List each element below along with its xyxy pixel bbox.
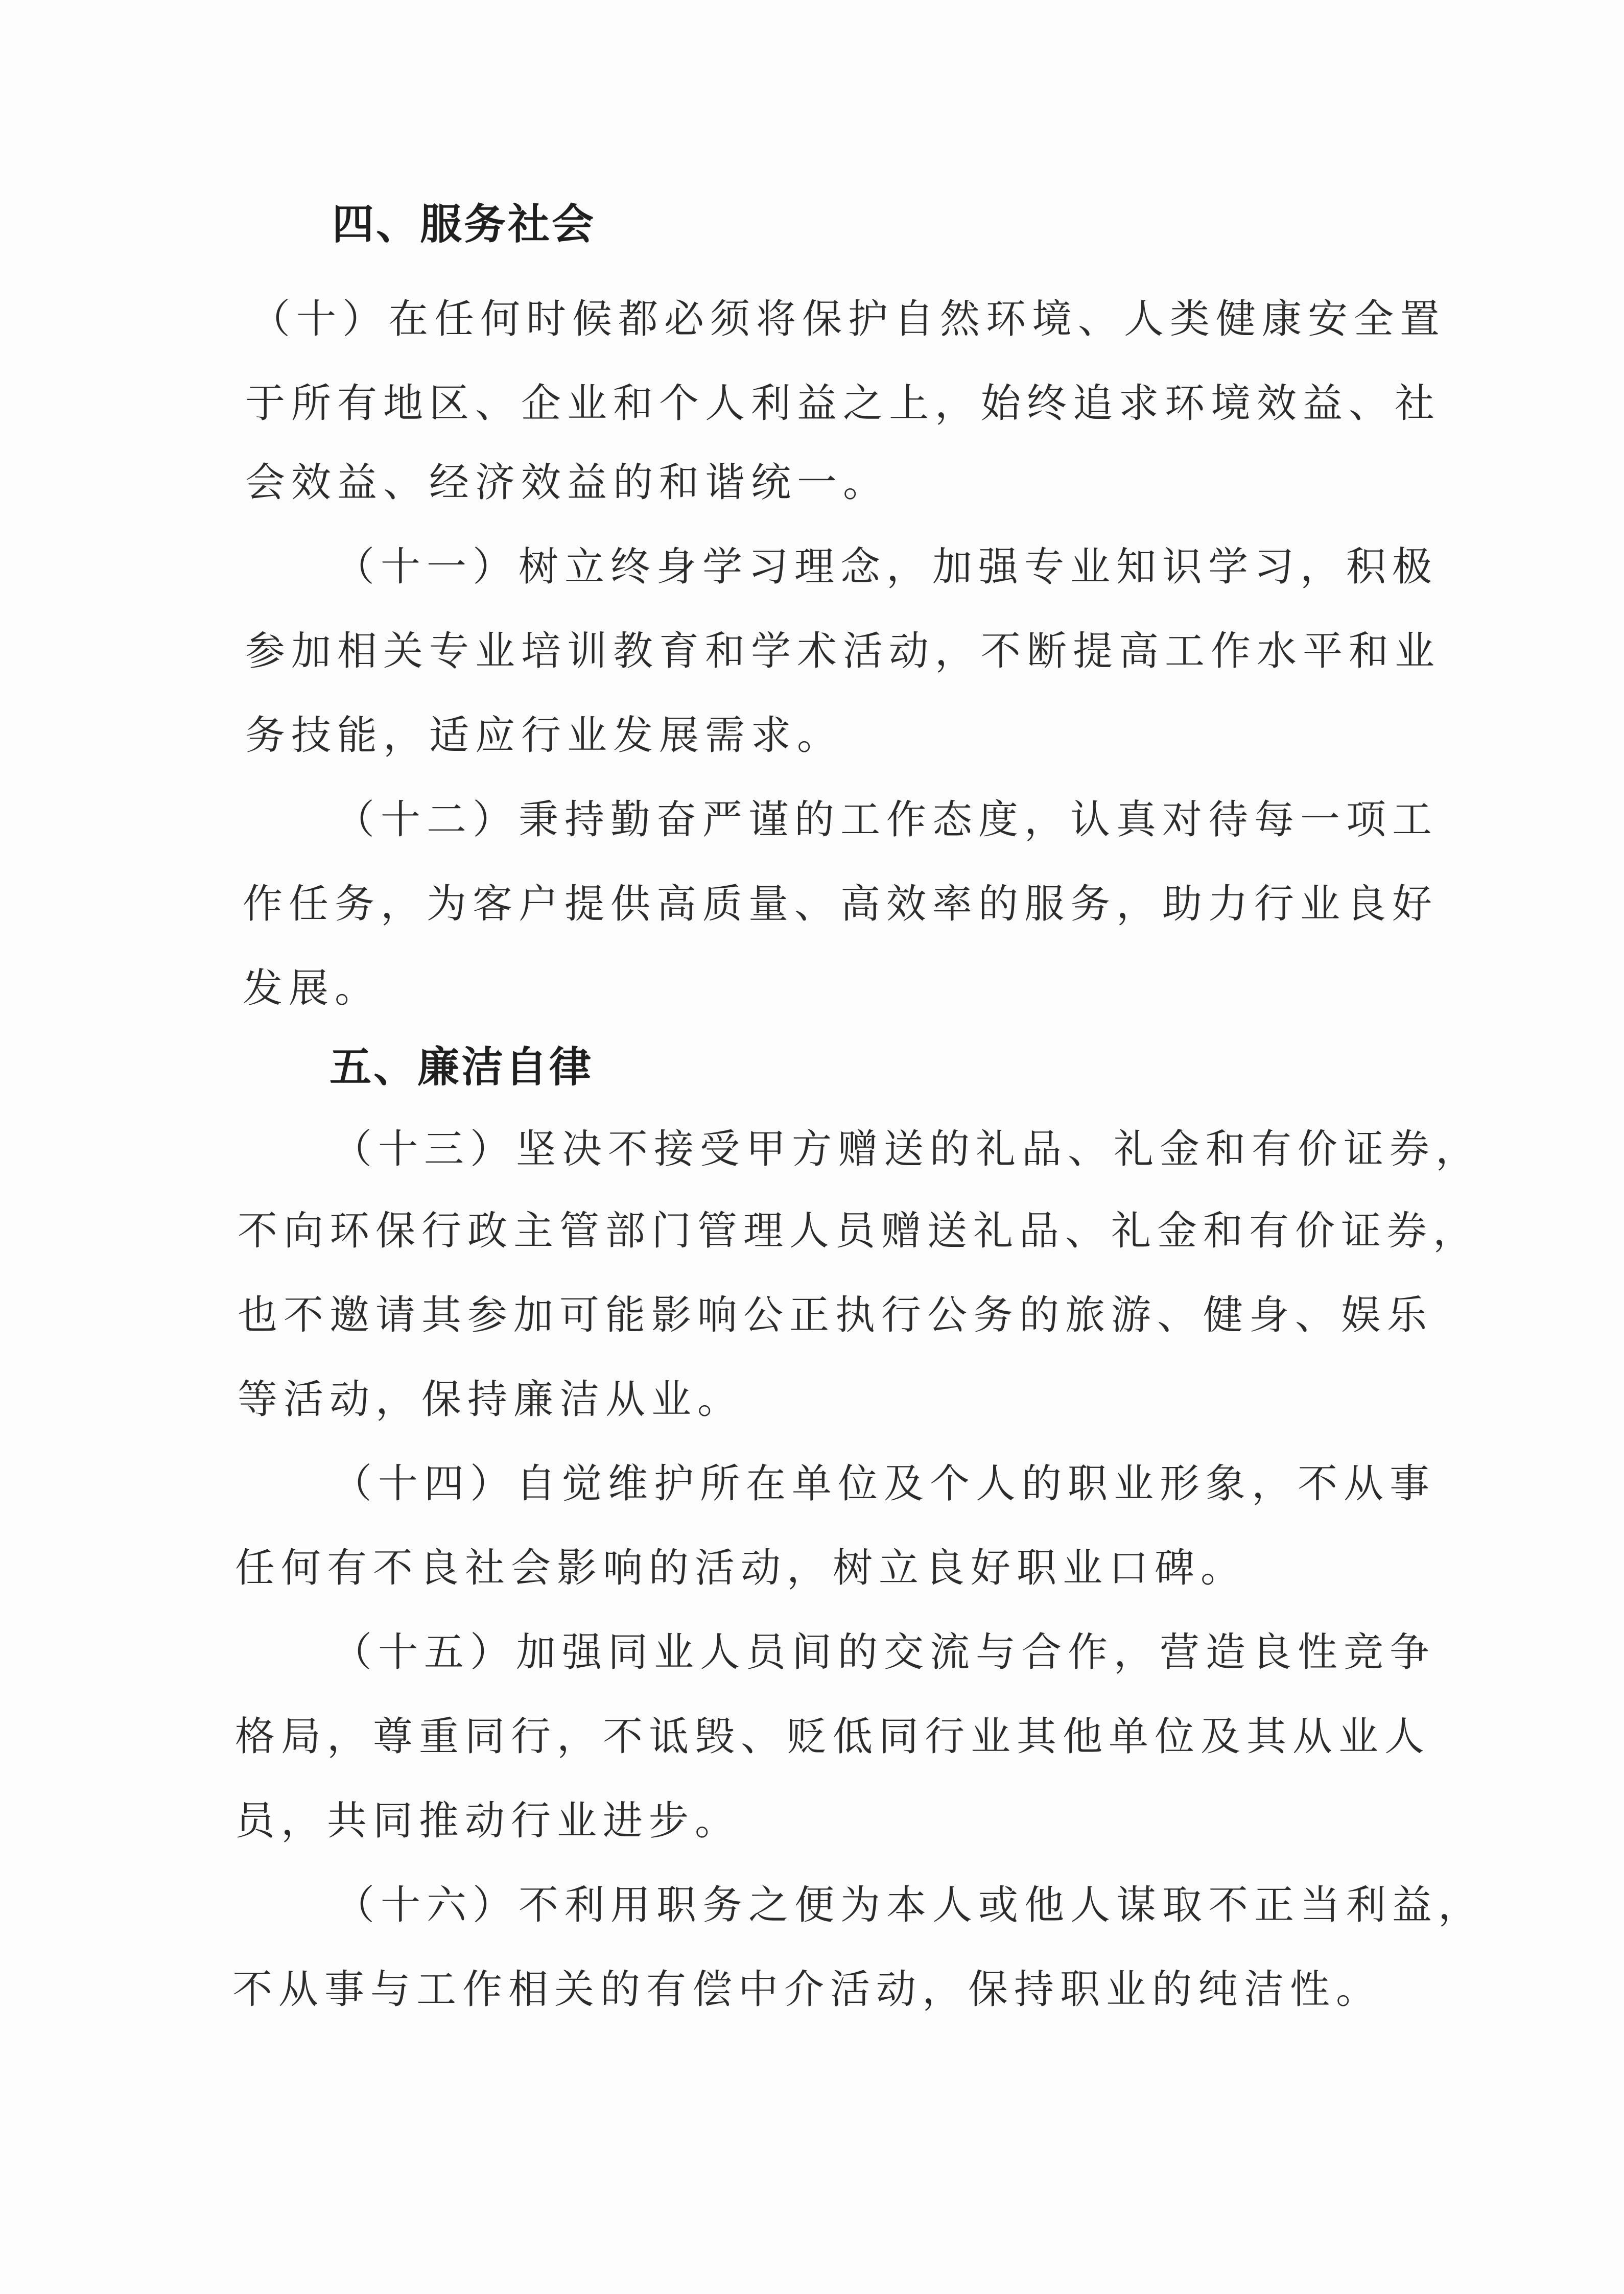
paragraph-10-line-1: （十）在任何时候都必须将保护自然环境、人类健康安全置 [250,296,1446,342]
paragraph-11-line-2: 参加相关专业培训教育和学术活动，不断提高工作水平和业 [245,628,1441,674]
paragraph-15-line-2: 格局，尊重同行，不诋毁、贬低同行业其他单位及其从业人 [235,1714,1431,1760]
paragraph-15-line-3: 员，共同推动行业进步。 [235,1798,741,1844]
paragraph-13-line-2: 不向环保行政主管部门管理人员赠送礼品、礼金和有价证券， [238,1208,1479,1254]
section-heading-service-society: 四、服务社会 [332,200,596,249]
paragraph-12-line-3: 发展。 [243,965,381,1011]
paragraph-13-line-1: （十三）坚决不接受甲方赠送的礼品、礼金和有价证券， [332,1126,1482,1172]
paragraph-16-line-1: （十六）不利用职务之便为本人或他人谋取不正当利益， [335,1882,1485,1928]
paragraph-16-line-2: 不从事与工作相关的有偿中介活动，保持职业的纯洁性。 [232,1967,1382,2013]
paragraph-11-line-1: （十一）树立终身学习理念，加强专业知识学习，积极 [335,544,1439,590]
paragraph-14-line-1: （十四）自觉维护所在单位及个人的职业形象，不从事 [332,1461,1436,1507]
section-heading-integrity: 五、廉洁自律 [329,1043,594,1092]
paragraph-13-line-4: 等活动，保持廉洁从业。 [238,1377,744,1423]
paragraph-10-line-3: 会效益、经济效益的和谐统一。 [245,460,889,506]
paragraph-11-line-3: 务技能，适应行业发展需求。 [245,713,843,759]
paragraph-13-line-3: 也不邀请其参加可能影响公正执行公务的旅游、健身、娱乐 [238,1292,1433,1338]
paragraph-14-line-2: 任何有不良社会影响的活动，树立良好职业口碑。 [235,1545,1247,1591]
paragraph-15-line-1: （十五）加强同业人员间的交流与合作，营造良性竞争 [332,1629,1436,1675]
paragraph-10-line-2: 于所有地区、企业和个人利益之上，始终追求环境效益、社 [245,381,1441,427]
paragraph-12-line-2: 作任务，为客户提供高质量、高效率的服务，助力行业良好 [243,881,1439,927]
paragraph-12-line-1: （十二）秉持勤奋严谨的工作态度，认真对待每一项工 [335,797,1439,843]
